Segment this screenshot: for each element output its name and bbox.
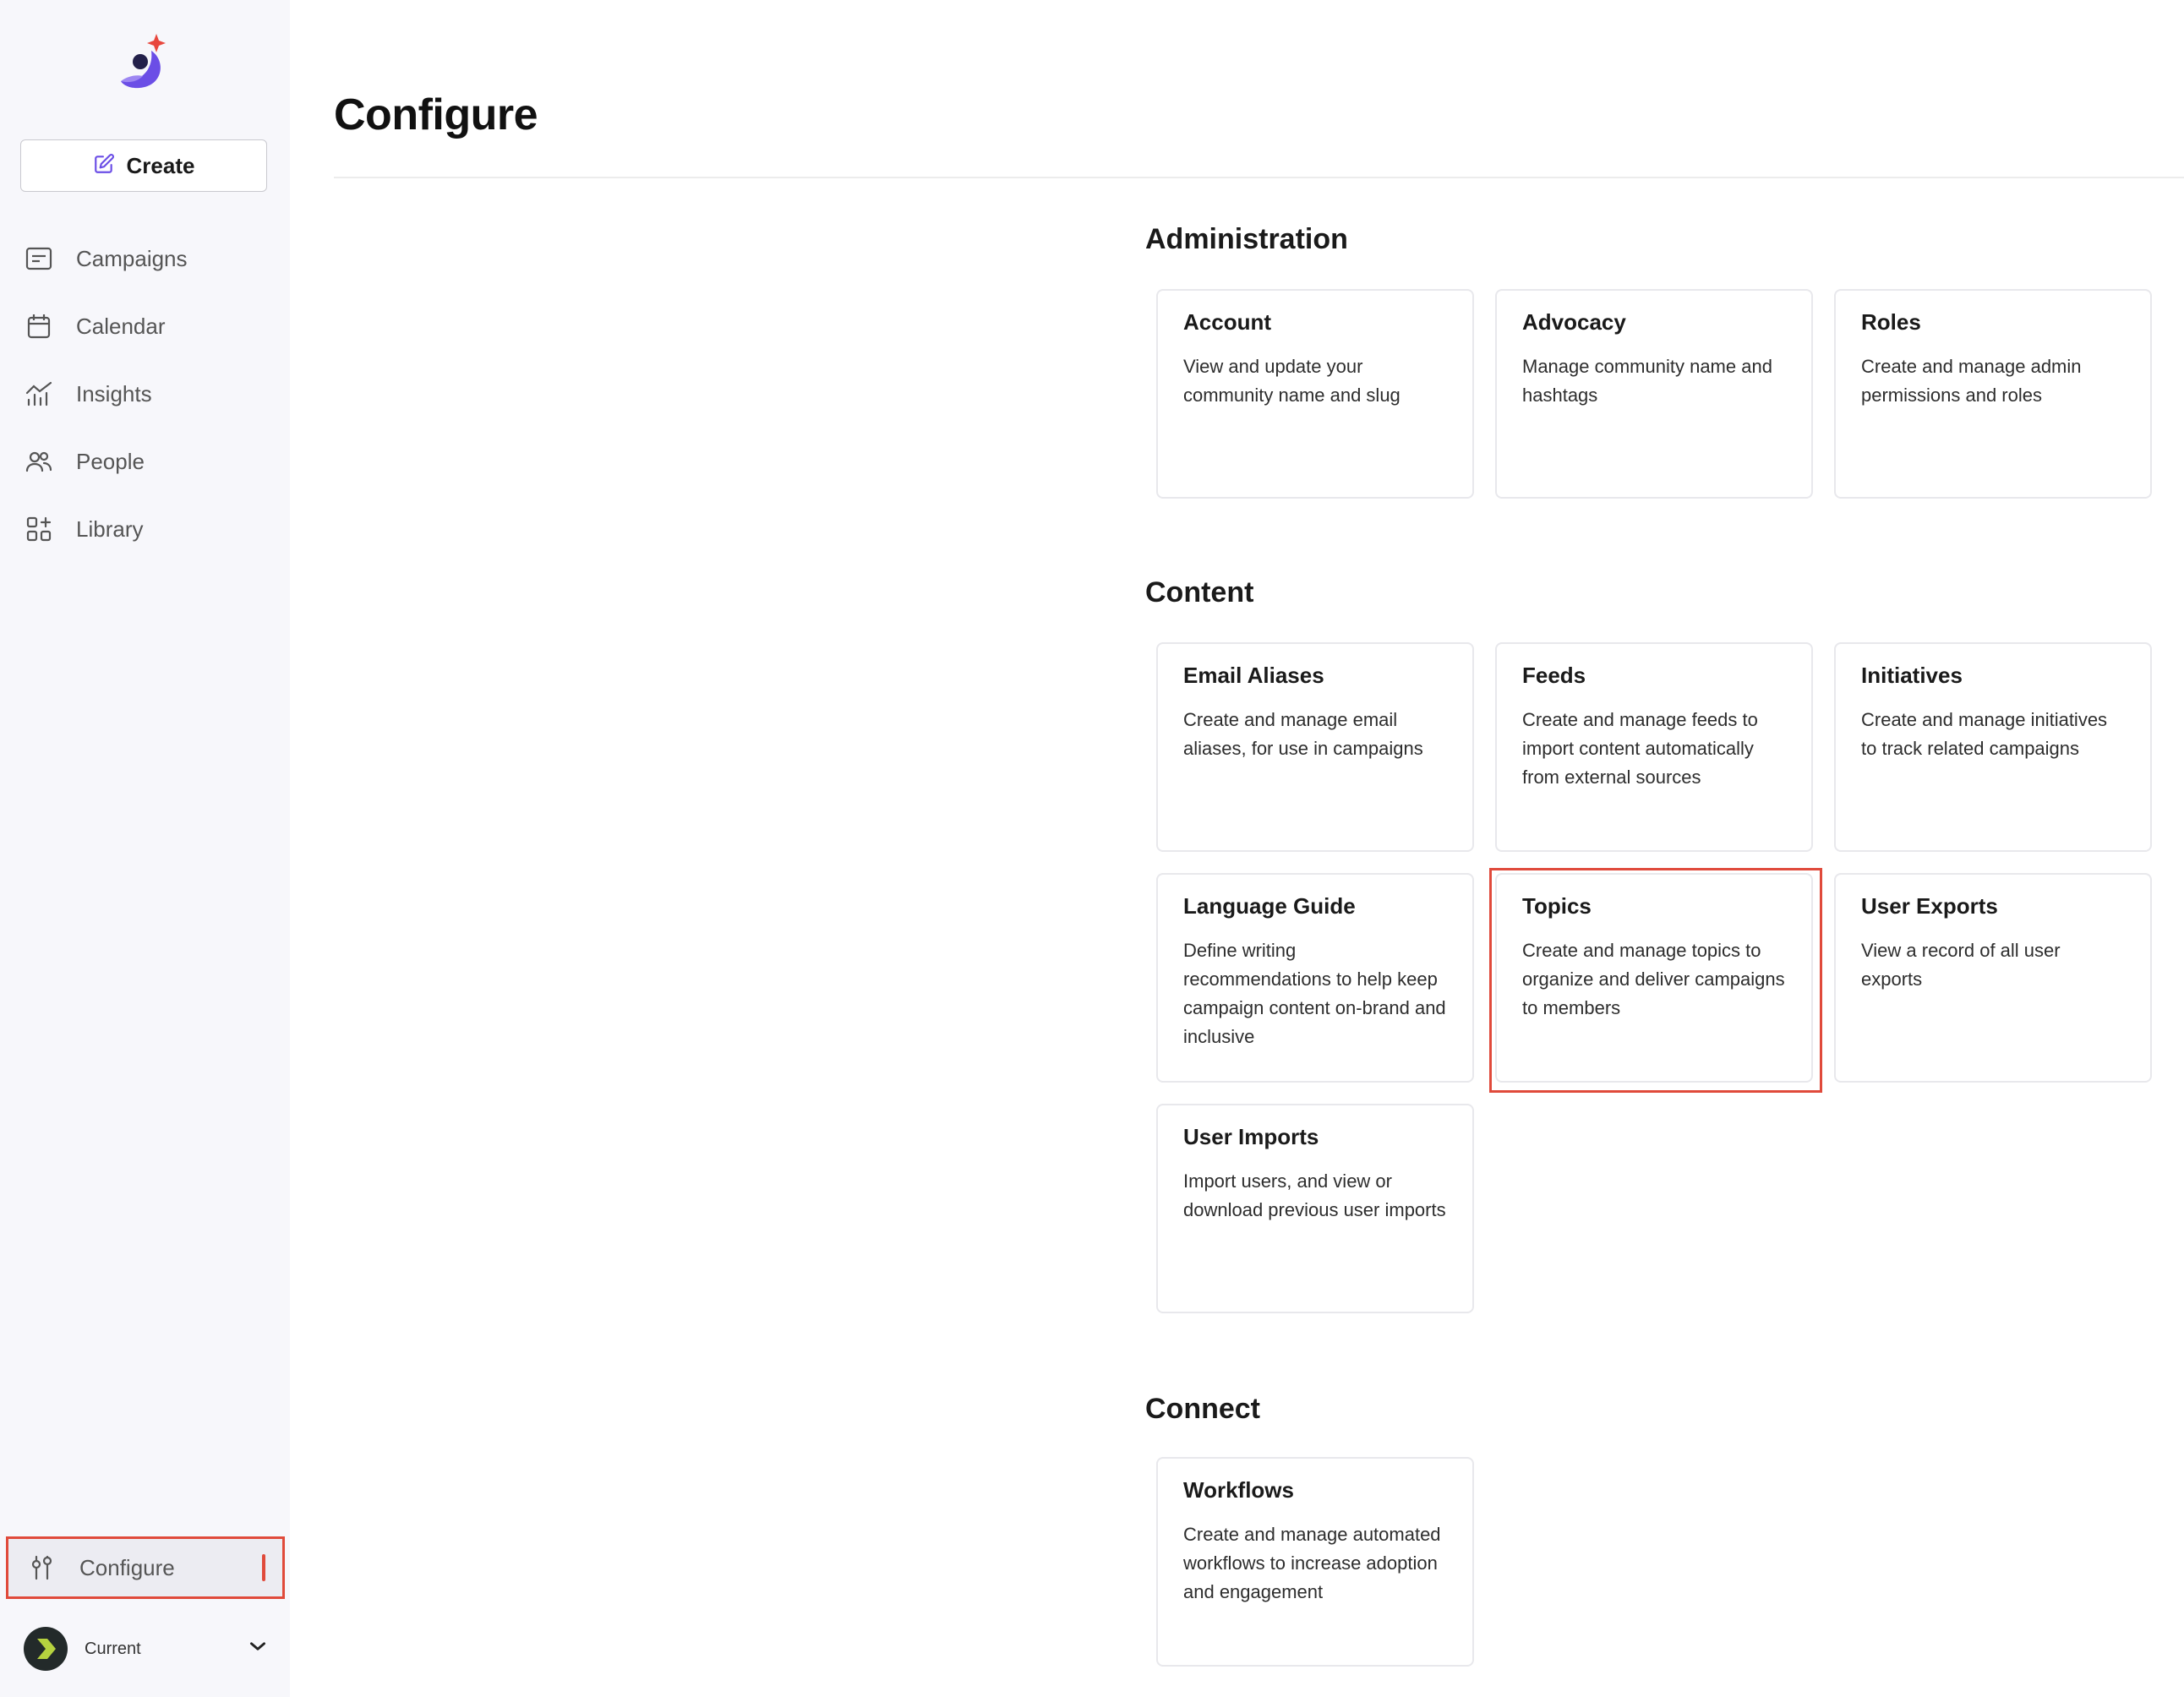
sidebar-item-campaigns[interactable] — [24, 235, 188, 282]
account-switcher[interactable] — [24, 1625, 269, 1672]
people-icon — [24, 446, 54, 477]
card-initiatives[interactable] — [1834, 642, 2152, 852]
card-workflows[interactable] — [1156, 1457, 1474, 1667]
sidebar-item-label: Insights — [76, 380, 152, 407]
edit-icon — [93, 153, 115, 179]
card-title: Workflows — [1183, 1477, 1294, 1503]
card-title: Email Aliases — [1183, 663, 1324, 688]
card-description: Define writing recommendations to help keep campaign content on-brand and inclusive — [1183, 940, 1446, 1047]
sidebar-item-label: Library — [76, 516, 144, 542]
card-roles[interactable] — [1834, 289, 2152, 499]
card-title: Language Guide — [1183, 893, 1356, 919]
card-description: Create and manage feeds to import content automatically from external sources — [1522, 709, 1758, 788]
sidebar-item-insights[interactable] — [24, 370, 152, 417]
card-description: Create and manage admin permissions and roles — [1861, 356, 2082, 406]
card-title: Account — [1183, 309, 1271, 335]
section-title-connect: Connect — [1145, 1393, 1260, 1425]
sidebar-item-label: Calendar — [76, 313, 166, 339]
sidebar-item-calendar[interactable] — [24, 303, 166, 350]
campaigns-icon — [24, 243, 54, 274]
card-description: Create and manage email aliases, for use in campaigns — [1183, 709, 1423, 759]
create-button[interactable] — [20, 139, 267, 192]
card-description: Import users, and view or download previous user imports — [1183, 1170, 1446, 1220]
card-title: Feeds — [1522, 663, 1586, 688]
card-description: Create and manage topics to organize and deliver campaigns to members — [1522, 940, 1785, 1018]
card-advocacy[interactable] — [1495, 289, 1813, 499]
sidebar — [0, 0, 290, 1697]
avatar — [24, 1627, 68, 1671]
card-title: Roles — [1861, 309, 1921, 335]
library-icon — [24, 514, 54, 544]
card-description: Create and manage automated workflows to increase adoption and engagement — [1183, 1524, 1441, 1602]
card-description: View a record of all user exports — [1861, 940, 2061, 990]
card-user-exports[interactable] — [1834, 873, 2152, 1083]
page-title: Configure — [334, 90, 538, 139]
calendar-icon — [24, 311, 54, 341]
card-title: Topics — [1522, 893, 1592, 919]
card-title: User Exports — [1861, 893, 1998, 919]
brand-logo[interactable] — [117, 32, 172, 93]
sidebar-item-library[interactable] — [24, 505, 143, 553]
card-title: User Imports — [1183, 1124, 1319, 1149]
chevron-down-icon[interactable] — [247, 1635, 269, 1662]
section-title-administration: Administration — [1145, 223, 1348, 255]
card-account[interactable] — [1156, 289, 1474, 499]
card-description: Create and manage initiatives to track related campaigns — [1861, 709, 2108, 759]
divider — [334, 177, 2184, 178]
card-feeds[interactable] — [1495, 642, 1813, 852]
sidebar-item-label: Configure — [79, 1554, 175, 1580]
card-topics[interactable] — [1495, 873, 1813, 1083]
card-title: Initiatives — [1861, 663, 1963, 688]
active-indicator — [262, 1554, 265, 1581]
sidebar-item-label: Campaigns — [76, 245, 188, 271]
create-button-label: Create — [126, 152, 195, 178]
card-user-imports[interactable] — [1156, 1104, 1474, 1313]
sidebar-item-configure[interactable] — [6, 1536, 285, 1599]
card-language-guide[interactable] — [1156, 873, 1474, 1083]
account-label: Current — [85, 1639, 141, 1658]
configure-sliders-icon — [27, 1552, 57, 1583]
sidebar-item-people[interactable] — [24, 438, 145, 485]
card-email-aliases[interactable] — [1156, 642, 1474, 852]
card-description: Manage community name and hashtags — [1522, 356, 1772, 406]
card-title: Advocacy — [1522, 309, 1626, 335]
insights-icon — [24, 379, 54, 409]
section-title-content: Content — [1145, 576, 1254, 608]
card-description: View and update your community name and slug — [1183, 356, 1400, 406]
sidebar-item-label: People — [76, 448, 145, 474]
